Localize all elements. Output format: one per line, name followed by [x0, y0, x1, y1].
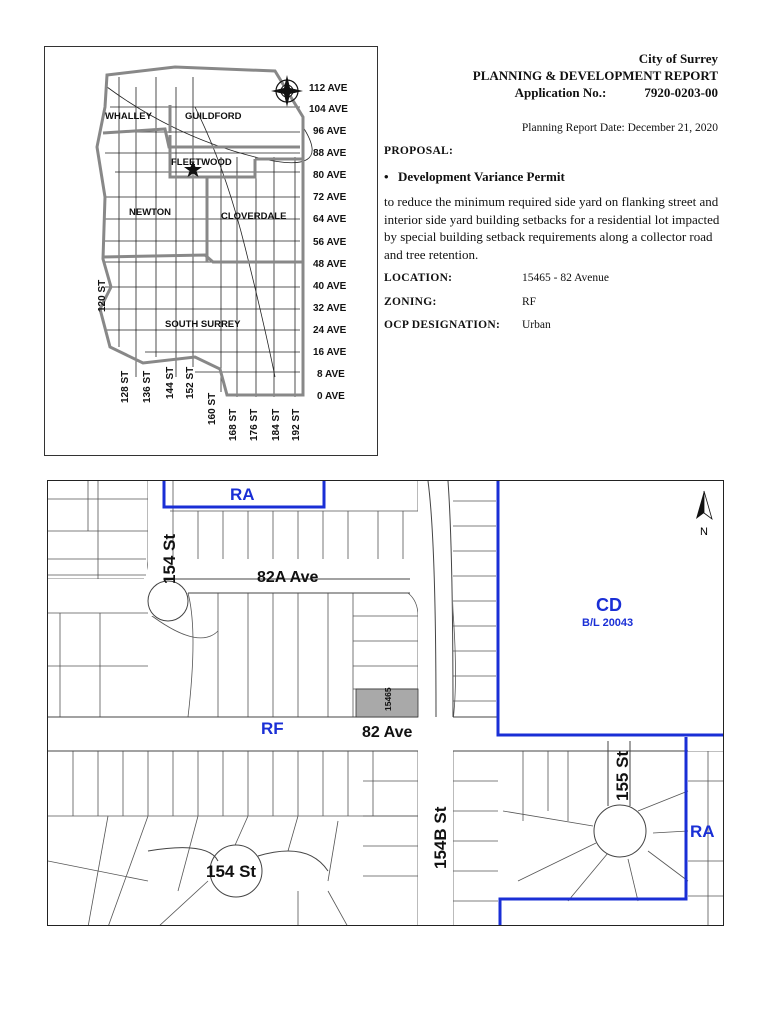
key-map	[44, 46, 378, 456]
street-label-155-st: 155 St	[613, 750, 632, 801]
avenue-label: 8 AVE	[317, 369, 345, 380]
label-newton: NEWTON	[129, 207, 172, 218]
field-ocp	[384, 319, 551, 331]
field-value: 15465 - 82 Avenue	[522, 272, 609, 284]
avenue-label: 80 AVE	[313, 170, 347, 181]
field-location	[384, 272, 609, 284]
avenue-label: 24 AVE	[313, 325, 347, 336]
proposal-heading: PROPOSAL:	[384, 145, 454, 157]
street-label-154b-st: 154B St	[431, 806, 450, 869]
street-label-154-st-bottom: 154 St	[206, 862, 257, 881]
street-label: 192 ST	[291, 408, 302, 441]
subject-lot-label: 15465	[383, 687, 393, 711]
avenue-label: 96 AVE	[313, 126, 347, 137]
site-map	[47, 480, 724, 926]
street-label-82a-ave: 82A Ave	[257, 569, 319, 586]
zone-label-cd: CD	[596, 595, 622, 615]
field-value: RF	[522, 296, 537, 308]
proposal-type: Development Variance Permit	[398, 169, 565, 184]
avenue-label: 72 AVE	[313, 192, 347, 203]
report-title: PLANNING & DEVELOPMENT REPORT	[472, 68, 718, 83]
north-label: N	[700, 526, 708, 538]
zone-label-ra-right: RA	[690, 822, 715, 841]
compass-icon	[271, 75, 303, 107]
proposal-bullet	[384, 169, 565, 185]
label-cloverdale: CLOVERDALE	[221, 211, 287, 222]
avenue-label: 0 AVE	[317, 391, 345, 402]
avenue-label: 88 AVE	[313, 148, 347, 159]
street-label: 136 ST	[142, 370, 153, 403]
field-key: OCP DESIGNATION:	[384, 319, 501, 331]
avenue-label: 32 AVE	[313, 303, 347, 314]
street-label: 128 ST	[120, 370, 131, 403]
avenue-label: 56 AVE	[313, 237, 347, 248]
proposal-description: to reduce the minimum required side yard on flanking street and interior side yard building setbacks for a residential lot impacted by special building setback requirements along a collector road and tree retention.	[384, 194, 720, 262]
avenue-label: 48 AVE	[313, 259, 347, 270]
avenue-label: 16 AVE	[313, 347, 347, 358]
avenue-label: 112 AVE	[309, 83, 348, 94]
street-label: 144 ST	[165, 366, 176, 399]
field-value: Urban	[522, 319, 551, 331]
application-label: Application No.:	[514, 85, 607, 100]
report-header	[473, 50, 718, 101]
avenue-label: 64 AVE	[313, 214, 347, 225]
label-whalley: WHALLEY	[105, 111, 152, 122]
north-arrow-icon	[696, 491, 712, 538]
street-label: 176 ST	[249, 408, 260, 441]
street-label: 160 ST	[207, 392, 218, 425]
site-map-graphic	[48, 481, 724, 926]
avenue-label: 104 AVE	[309, 104, 348, 115]
street-label: 120 ST	[97, 279, 108, 312]
key-map-graphic	[45, 47, 379, 457]
zone-label-rf: RF	[261, 719, 284, 738]
zone-label-ra-top: RA	[230, 485, 255, 504]
label-fleetwood: FLEETWOOD	[171, 157, 232, 168]
ra-zone-boundary-right	[500, 737, 686, 926]
label-guildford: GUILDFORD	[185, 111, 242, 122]
label-south-surrey: SOUTH SURREY	[165, 319, 241, 330]
street-label-154-st-top: 154 St	[160, 533, 179, 584]
bullet-icon: •	[384, 169, 389, 184]
street-label: 184 ST	[271, 408, 282, 441]
field-zoning	[384, 296, 536, 308]
zone-label-cd-bylaw: B/L 20043	[582, 617, 634, 629]
city-name: City of Surrey	[638, 51, 718, 66]
field-key: LOCATION:	[384, 272, 453, 284]
street-label: 152 ST	[185, 366, 196, 399]
field-key: ZONING:	[384, 296, 437, 308]
avenue-label: 40 AVE	[313, 281, 347, 292]
application-number: 7920-0203-00	[644, 85, 718, 100]
street-label: 168 ST	[228, 408, 239, 441]
application-row	[473, 84, 718, 101]
report-date: Planning Report Date: December 21, 2020	[521, 122, 718, 134]
street-label-82-ave: 82 Ave	[362, 724, 413, 741]
